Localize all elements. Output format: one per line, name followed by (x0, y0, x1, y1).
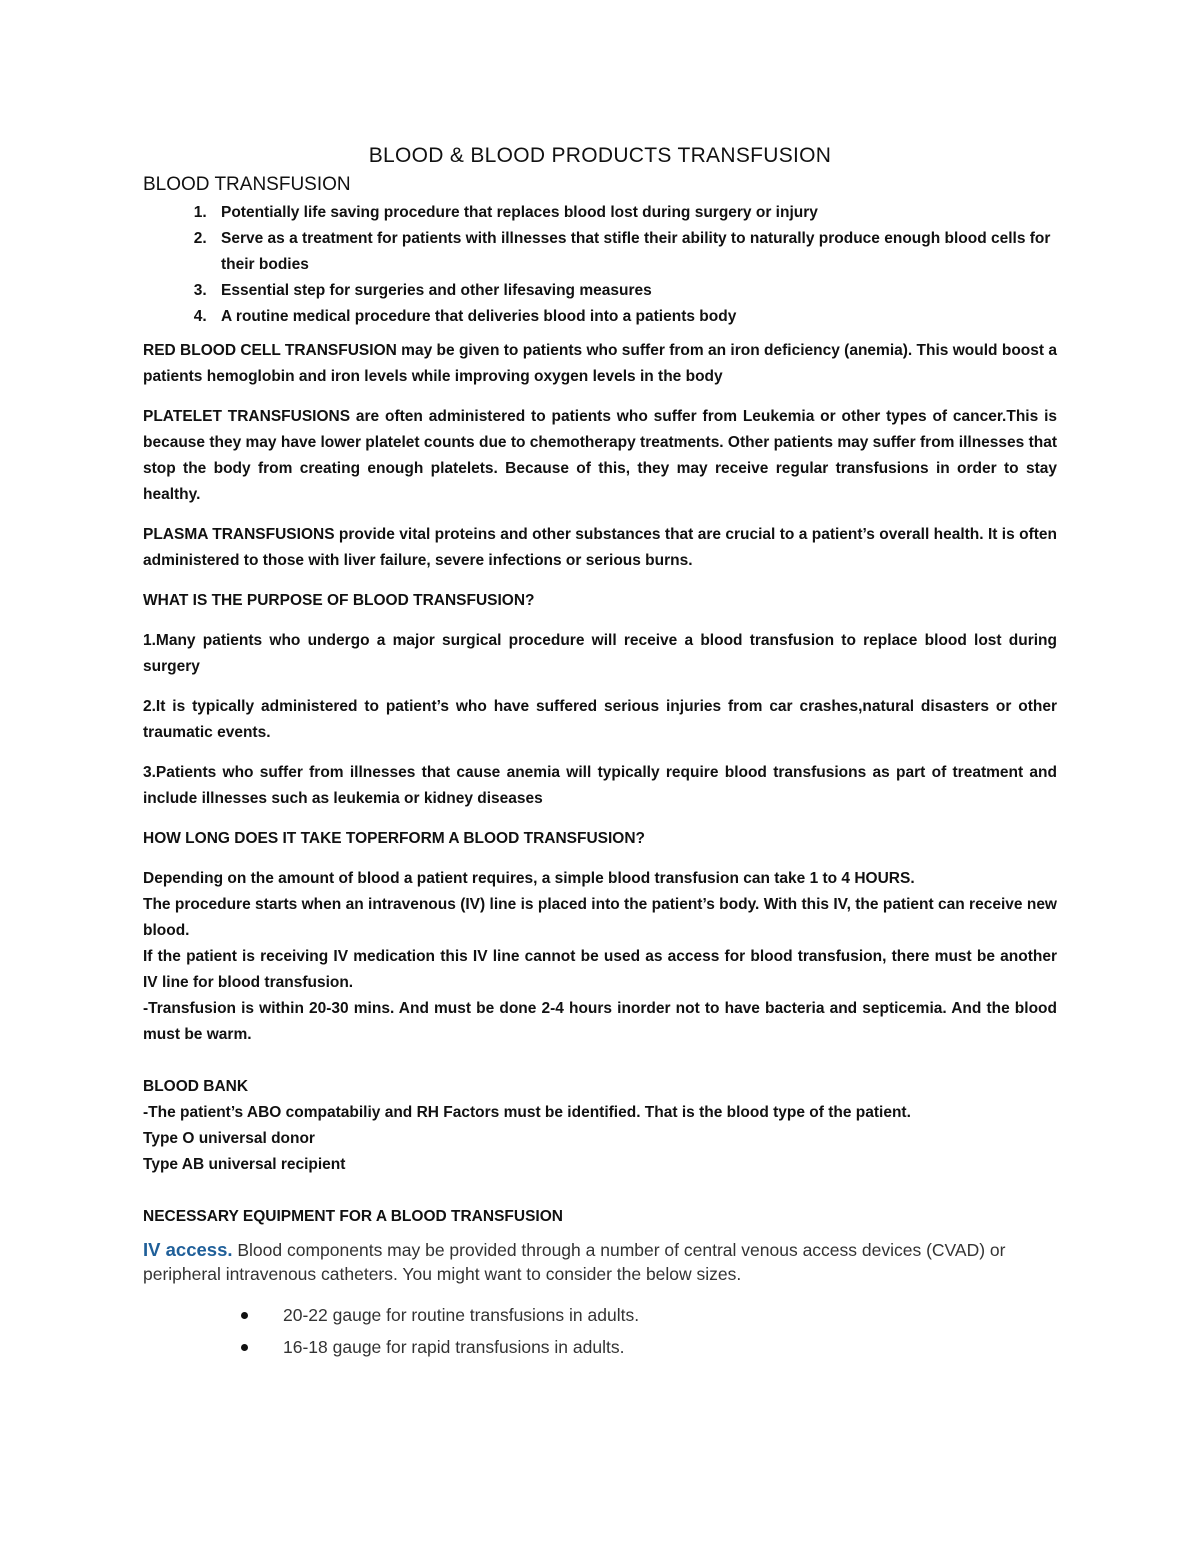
blood-bank-line: Type O universal donor (143, 1130, 315, 1147)
equipment-heading: NECESSARY EQUIPMENT FOR A BLOOD TRANSFUSION (143, 1208, 563, 1225)
gauge-bullet-list (143, 1300, 1057, 1362)
iv-access-text: Blood components may be provided through a number of central venous access devices (CVAD) or peripheral intravenous catheters. You might want to consider the below sizes. (143, 1240, 1006, 1284)
gauge-bullet-text: 20-22 gauge for routine transfusions in adults. (283, 1305, 640, 1325)
blood-bank-line: -The patient’s ABO compatabiliy and RH Factors must be identified. That is the blood type of the patient. (143, 1104, 911, 1121)
duration-line: -Transfusion is within 20-30 mins. And must be done 2-4 hours inorder not to have bacteria and septicemia. And the blood must be warm. (143, 1000, 1057, 1043)
document-title: BLOOD & BLOOD PRODUCTS TRANSFUSION (368, 144, 832, 167)
duration-line: If the patient is receiving IV medication this IV line cannot be used as access for blood transfusion, there must be another IV line for blood transfusion. (143, 948, 1057, 991)
intro-list (143, 200, 1057, 330)
gauge-bullet-item (283, 1300, 1057, 1330)
gauge-bullet-text: 16-18 gauge for rapid transfusions in adults. (283, 1337, 625, 1357)
document-page (143, 140, 1057, 1364)
blood-bank-heading: BLOOD BANK (143, 1078, 249, 1095)
plasma-paragraph: PLASMA TRANSFUSIONS provide vital proteins and other substances that are crucial to a patient’s overall health. It is often administered to those with liver failure, severe infections or serious burns. (143, 526, 1057, 569)
gauge-bullet-item (283, 1332, 1057, 1362)
purpose-item: 1.Many patients who undergo a major surgical procedure will receive a blood transfusion to replace blood lost during surgery (143, 632, 1057, 675)
section-heading-blood-transfusion: BLOOD TRANSFUSION (143, 174, 351, 195)
purpose-item: 3.Patients who suffer from illnesses that cause anemia will typically require blood transfusions as part of treatment and include illnesses such as leukemia or kidney diseases (143, 764, 1057, 807)
purpose-item: 2.It is typically administered to patient’s who have suffered serious injuries from car crashes,natural disasters or other traumatic events. (143, 698, 1057, 741)
spacer (143, 1048, 1057, 1074)
duration-line: The procedure starts when an intravenous (IV) line is placed into the patient’s body. With this IV, the patient can receive new blood. (143, 896, 1057, 939)
rbc-paragraph: RED BLOOD CELL TRANSFUSION may be given to patients who suffer from an iron deficiency (anemia). This would boost a patients hemoglobin and iron levels while improving oxygen levels in the body (143, 342, 1057, 385)
duration-heading: HOW LONG DOES IT TAKE TOPERFORM A BLOOD TRANSFUSION? (143, 830, 646, 847)
intro-list-item: 2. Serve as a treatment for patients with illnesses that stifle their ability to naturally produce enough blood cells for their bodies (211, 226, 1057, 278)
intro-list-item: 4. A routine medical procedure that deliveries blood into a patients body (211, 304, 1057, 330)
intro-list-item: 3. Essential step for surgeries and other lifesaving measures (211, 278, 1057, 304)
bullet-dot-icon (241, 1312, 248, 1319)
purpose-heading: WHAT IS THE PURPOSE OF BLOOD TRANSFUSION? (143, 592, 535, 609)
duration-line: Depending on the amount of blood a patient requires, a simple blood transfusion can take 1 to 4 HOURS. (143, 870, 915, 887)
blood-bank-line: Type AB universal recipient (143, 1156, 346, 1173)
spacer (143, 1178, 1057, 1204)
bullet-dot-icon (241, 1344, 248, 1351)
platelet-paragraph: PLATELET TRANSFUSIONS are often administered to patients who suffer from Leukemia or other types of cancer.This is because they may have lower platelet counts due to chemotherapy treatments. Other patients may suffer from illnesses that stop the body from creating enough platelets. Because of this, they may receive regular transfusions in order to stay healthy. (143, 408, 1057, 503)
iv-access-paragraph (143, 1238, 1057, 1286)
iv-access-lead: IV access. (143, 1239, 233, 1260)
intro-list-item: 1. Potentially life saving procedure that replaces blood lost during surgery or injury (211, 200, 1057, 226)
